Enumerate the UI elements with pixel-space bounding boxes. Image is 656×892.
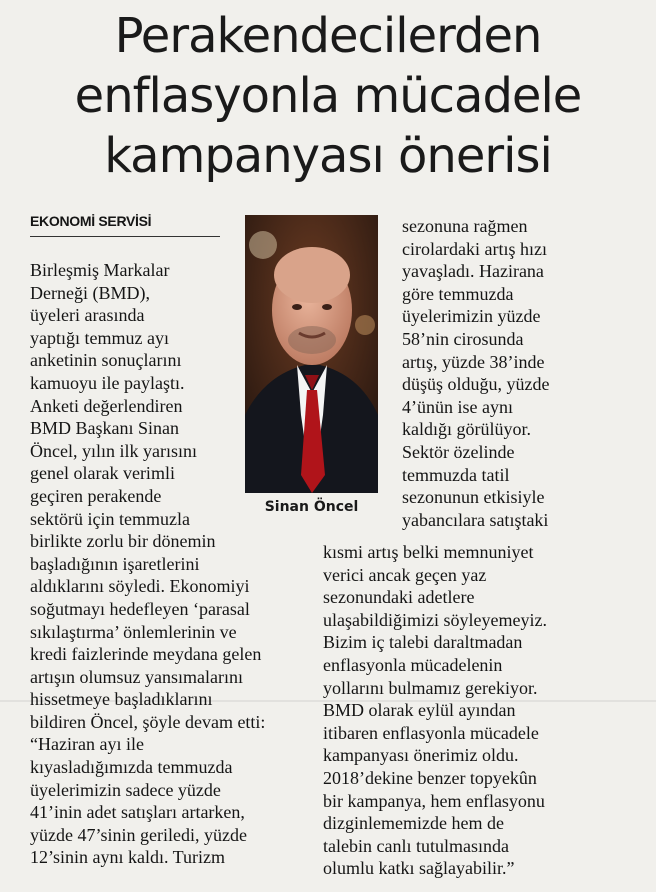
portrait-photo: [245, 215, 378, 493]
article-column-2-lower: [323, 541, 547, 880]
article-column-2-upper: [402, 215, 550, 531]
text-line: Öncel, yılın ilk yarısını: [30, 440, 197, 461]
text-line: ulaşabildiğimizi söyleyemeyiz.: [323, 609, 547, 630]
text-line: kıyasladığımızda temmuzda: [30, 757, 233, 778]
text-line: itibaren enflasyonla mücadele: [323, 722, 539, 743]
text-line: 2018’dekine benzer topyekûn: [323, 767, 537, 788]
text-line: bildiren Öncel, şöyle devam etti:: [30, 711, 266, 732]
text-line: Anketi değerlendiren: [30, 395, 183, 416]
text-line: kısmi artış belki memnuniyet: [323, 542, 534, 562]
headline-line-3: kampanyası önerisi: [104, 128, 552, 184]
text-line: sıkılaştırma’ önlemlerinin ve: [30, 621, 237, 642]
text-line: hissetmeye başladıklarını: [30, 689, 213, 710]
text-line: talebin canlı tutulmasında: [323, 835, 509, 856]
text-line: yaptığı temmuz ayı: [30, 327, 169, 348]
text-line: aldıklarını söyledi. Ekonomiyi: [30, 576, 250, 597]
text-line: artış, yüzde 38’inde: [402, 351, 545, 372]
text-line: kampanyası önerimiz oldu.: [323, 745, 519, 766]
text-line: dizginlememizde hem de: [323, 813, 504, 834]
text-line: artışın olumsuz yansımalarını: [30, 666, 243, 687]
text-line: kaldığı görülüyor.: [402, 419, 531, 440]
text-line: sektörü için temmuzla: [30, 508, 190, 529]
byline: EKONOMİ SERVİSİ: [30, 213, 220, 237]
text-line: yüzde 47’sinin geriledi, yüzde: [30, 824, 247, 845]
text-line: 12’sinin aynı kaldı. Turizm: [30, 847, 226, 868]
text-line: yollarını bulmamız gerekiyor.: [323, 677, 538, 698]
text-line: yavaşladı. Hazirana: [402, 261, 544, 282]
text-line: sezonuna rağmen: [402, 216, 528, 236]
text-line: “Haziran ayı ile: [30, 734, 144, 755]
text-line: Sektör özelinde: [402, 441, 515, 462]
text-line: BMD Başkanı Sinan: [30, 418, 180, 439]
text-line: BMD olarak eylül ayından: [323, 700, 516, 721]
text-line: yabancılara satıştaki: [402, 509, 549, 530]
article-column-1: [30, 259, 265, 869]
text-line: üyelerimizin sadece yüzde: [30, 779, 221, 800]
text-line: verici ancak geçen yaz: [323, 564, 487, 585]
text-line: Bizim iç talebi daraltmadan: [323, 632, 523, 653]
text-line: bir kampanya, hem enflasyonu: [323, 790, 545, 811]
text-line: temmuzda tatil: [402, 464, 510, 485]
text-line: 41’inin adet satışları artarken,: [30, 802, 245, 823]
text-line: sezonundaki adetlere: [323, 587, 475, 608]
text-line: genel olarak verimli: [30, 463, 175, 484]
text-line: enflasyonla mücadelenin: [323, 654, 503, 675]
text-line: Derneği (BMD),: [30, 282, 150, 303]
text-line: kamuoyu ile paylaştı.: [30, 372, 185, 393]
text-line: sezonunun etkisiyle: [402, 487, 545, 508]
headline: [0, 6, 656, 186]
text-line: düşüş olduğu, yüzde: [402, 374, 550, 395]
text-line: birlikte zorlu bir dönemin: [30, 531, 216, 552]
text-line: üyeleri arasında: [30, 305, 145, 326]
text-line: kredi faizlerinde meydana gelen: [30, 644, 262, 665]
text-line: 58’nin cirosunda: [402, 328, 524, 349]
text-line: Birleşmiş Markalar: [30, 260, 170, 280]
text-line: göre temmuzda: [402, 283, 514, 304]
text-line: üyelerimizin yüzde: [402, 306, 541, 327]
text-line: anketinin sonuçlarını: [30, 350, 182, 371]
text-line: olumlu katkı sağlayabilir.”: [323, 858, 515, 879]
text-line: cirolardaki artış hızı: [402, 238, 547, 259]
text-line: geçiren perakende: [30, 485, 162, 506]
text-line: başladığının işaretlerini: [30, 553, 200, 574]
headline-line-1: Perakendecilerden: [114, 8, 542, 64]
text-line: 4’ünün ise aynı: [402, 396, 513, 417]
text-line: soğutmayı hedefleyen ‘parasal: [30, 598, 250, 619]
headline-line-2: enflasyonla mücadele: [74, 68, 582, 124]
paper-fold: [0, 700, 656, 702]
photo-caption: Sinan Öncel: [264, 499, 359, 515]
